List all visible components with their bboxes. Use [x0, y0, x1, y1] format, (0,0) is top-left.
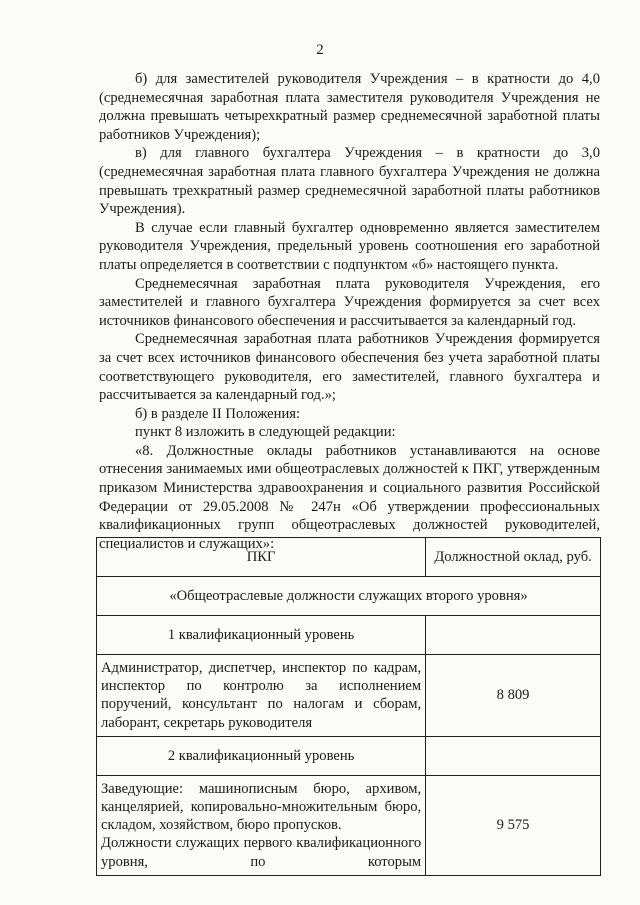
- level-2-title: 2 квалификационный уровень: [97, 736, 426, 775]
- document-body: [99, 70, 600, 553]
- level-1-salary: 8 809: [426, 655, 601, 737]
- paragraph-chief-accountant-ratio: в) для главного бухгалтера Учреждения – в кратности до 3,0 (среднемесячная заработная плата главного бухгалтера Учреждения не должна превышать трехкратный размер среднемесячной заработной платы работников Учреждения).: [99, 145, 600, 218]
- table-level-row: [97, 736, 601, 775]
- level-2-salary: 9 575: [426, 775, 601, 875]
- salary-table: [96, 537, 601, 876]
- table-level-row: [97, 616, 601, 655]
- header-salary: Должностной оклад, руб.: [426, 538, 601, 577]
- table-row: [97, 655, 601, 737]
- group-title: «Общеотраслевые должности служащих второго уровня»: [97, 577, 601, 616]
- level-2-extra: Должности служащих первого квалификационного уровня, по которым: [101, 835, 422, 870]
- paragraph-management-salary: Среднемесячная заработная плата руководителя Учреждения, его заместителей и главного бухгалтера Учреждения формируется за счет всех источников финансового обеспечения и рассчитывается за календарный год.: [99, 275, 600, 329]
- table-header-row: [97, 538, 601, 577]
- level-1-title: 1 квалификационный уровень: [97, 616, 426, 655]
- level-2-positions: Заведующие: машинописным бюро, архивом, канцелярией, копировально-множительным бюро, складом, хозяйством, бюро пропусков.: [101, 780, 422, 834]
- paragraph-clause-8: «8. Должностные оклады работников устанавливаются на основе отнесения занимаемых ими общеотраслевых должностей к ПКГ, утвержденным приказом Министерства здравоохранения и социального развития Российской Федерации от 29.05.2008 № 247н «Об утверждении профессиональных квалификационных групп общеотраслевых должностей руководителей, специалистов и служащих»:: [99, 442, 600, 552]
- paragraph-clause-8-intro: пункт 8 изложить в следующей редакции:: [135, 424, 396, 441]
- table-group-row: [97, 577, 601, 616]
- paragraph-deputy-ratio: б) для заместителей руководителя Учреждения – в кратности до 4,0 (среднемесячная заработная плата заместителя руководителя Учреждения не должна превышать четырехкратный размер среднемесячной заработной платы работников Учреждения);: [99, 71, 600, 143]
- table-row: [97, 775, 601, 875]
- paragraph-section-ii: б) в разделе II Положения:: [135, 405, 301, 422]
- level-1-positions: Администратор, диспетчер, инспектор по кадрам, инспектор по контролю за исполнением поручений, консультант по налогам и сборам, лаборант, секретарь руководителя: [97, 655, 426, 737]
- level-2-empty-cell: [426, 736, 601, 775]
- page-number: 2: [316, 42, 324, 58]
- level-2-cell: [97, 775, 426, 875]
- paragraph-combined-role: В случае если главный бухгалтер одновременно является заместителем руководителя Учреждения, предельный уровень соотношения его заработной платы определяется в соответствии с подпунктом «б» настоящего пункта.: [99, 219, 600, 273]
- paragraph-worker-salary: Среднемесячная заработная плата работников Учреждения формируется за счет всех источников финансового обеспечения без учета заработной платы соответствующего руководителя, его заместителей, главного бухгалтера и рассчитывается за календарный год.»;: [99, 331, 600, 404]
- header-pkg: ПКГ: [97, 538, 426, 577]
- level-1-empty-cell: [426, 616, 601, 655]
